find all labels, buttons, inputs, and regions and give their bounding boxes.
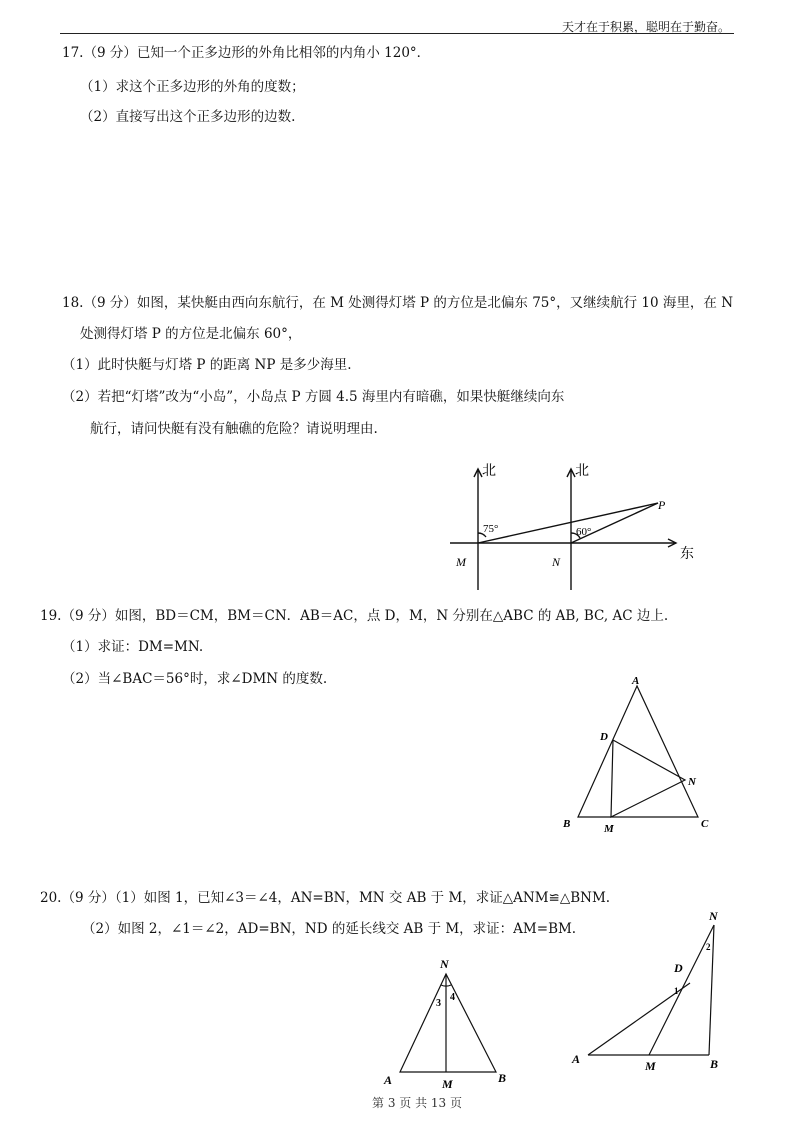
point-label-M: M — [456, 555, 466, 569]
angle-75-label: 75° — [483, 523, 499, 535]
q19-part1: （1）求证：DM=MN. — [62, 639, 204, 655]
q20-stem: 20.（9 分）（1）如图 1，已知∠3＝∠4，AN=BN，MN 交 AB 于 M，求证△ANM≌△BNM. — [40, 890, 611, 906]
q17-part2: （2）直接写出这个正多边形的边数. — [80, 109, 296, 125]
q19-figure — [555, 670, 725, 840]
triangle-ABC — [578, 686, 698, 817]
page-number: 第 3 页 共 13 页 — [372, 1096, 462, 1110]
point-label-D: D — [600, 731, 608, 743]
q20-part2: （2）如图 2，∠1＝∠2，AD=BN，ND 的延长线交 AB 于 M，求证：AM=BM. — [82, 921, 577, 937]
q17-part1: （1）求这个正多边形的外角的度数； — [80, 79, 305, 95]
point-label-D: D — [674, 961, 683, 975]
q19-stem: 19.（9 分）如图，BD＝CM，BM＝CN．AB＝AC，点 D，M，N 分别在△ABC 的 AB, BC, AC 边上. — [40, 608, 669, 624]
triangle-ANB — [400, 974, 496, 1072]
vertex-label-A: A — [632, 675, 640, 687]
header-motto: 天才在于积累，聪明在于勤奋。 — [561, 20, 730, 34]
point-label-N: N — [688, 776, 696, 788]
vertex-label-B: B — [563, 818, 571, 830]
q20-figure1 — [370, 950, 530, 1092]
q20-figure2 — [566, 905, 736, 1077]
point-label-P: P — [658, 498, 666, 512]
point-label-M: M — [645, 1059, 656, 1073]
east-label: 东 — [680, 547, 694, 562]
q18-figure — [440, 455, 710, 595]
point-label-N: N — [709, 909, 718, 923]
point-label-M: M — [604, 823, 614, 835]
q17-stem: 17.（9 分）已知一个正多边形的外角比相邻的内角小 120°． — [62, 45, 431, 61]
vertex-label-C: C — [701, 818, 709, 830]
point-label-A: A — [572, 1052, 581, 1066]
q18-stem-line2: 处测得灯塔 P 的方位是北偏东 60°， — [80, 326, 302, 342]
point-label-B: B — [498, 1071, 507, 1085]
point-label-A: A — [384, 1073, 393, 1087]
q18-stem-line1: 18.（9 分）如图，某快艇由西向东航行，在 M 处测得灯塔 P 的方位是北偏东 75°，又继续航行 10 海里，在 N — [62, 295, 734, 311]
north-label-left: 北 — [482, 464, 496, 479]
q18-part2-line1: （2）若把“灯塔”改为“小岛”，小岛点 P 方圆 4.5 海里内有暗礁，如果快艇继续向东 — [62, 389, 565, 405]
point-label-B: B — [710, 1057, 719, 1071]
header-rule — [60, 33, 734, 34]
north-label-right: 北 — [575, 464, 589, 479]
q18-part2-line2: 航行，请问快艇有没有触礁的危险？请说明理由. — [90, 421, 378, 437]
point-label-N: N — [552, 555, 561, 569]
segment-NM — [649, 925, 714, 1055]
q19-part2: （2）当∠BAC＝56°时，求∠DMN 的度数. — [62, 671, 328, 687]
angle-60-label: 60° — [576, 526, 592, 538]
angle-label-4: 4 — [450, 992, 455, 1003]
point-label-N: N — [440, 957, 449, 971]
line-MP — [478, 503, 658, 543]
q18-part1: （1）此时快艇与灯塔 P 的距离 NP 是多少海里. — [62, 357, 352, 373]
angle-label-2: 2 — [706, 942, 711, 952]
point-label-M: M — [442, 1077, 453, 1091]
angle-label-3: 3 — [436, 998, 441, 1009]
triangle-DMN — [611, 740, 685, 817]
angle-label-1: 1 — [674, 986, 679, 996]
